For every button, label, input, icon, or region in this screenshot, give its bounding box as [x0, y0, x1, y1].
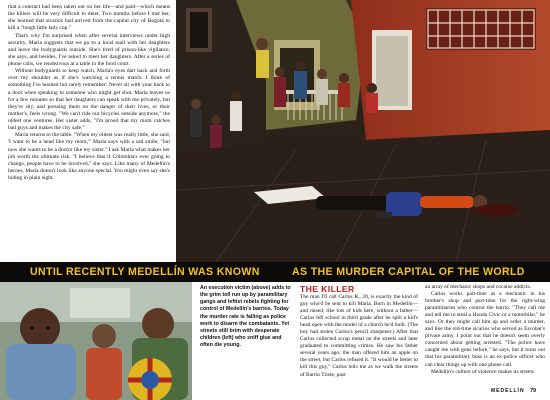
article-paragraph: Carlos works part-time as a mechanic in his brother's shop and part-time for the right-wing paramilitaries who control the barrio. "They call me and tell me to steal a Honda Civic or a motorbike," he says. Or they might call him up and order a murder, and like the old-time sicarios who served as Escobar's private army. I point out that he doesn't seem overly concerned about getting arrested. "The police have caught me with guns before," he says, but it turns out that his paramilitary boss is an ex-police officer who can clear things up with one phone call.	[425, 291, 545, 368]
body-paragraph: That's why I'm surprised when after several interviews under high security, María suggests that we go to a local mall with her daughters and leave the bodyguards outside. She's tired of prison-like vigilance, she says, and besides, I've asked to meet her daughters. After a series of phone calls, we rendezvous at a table in the food court.	[8, 32, 170, 67]
photo-caption: An execution victim (above) adds to the grim toll run up by paramilitary gangs and leftist rebels fighting for control of Medellín's barrios. Today the murder rate is falling as police work to disarm the combatants. Yet streets still brim with desperate children (left) who sniff glue and often die young.	[200, 285, 291, 349]
left-text-column	[0, 0, 176, 262]
children-scene-illustration	[0, 282, 192, 400]
main-photo	[176, 0, 550, 262]
article-paragraph: an array of mechanic shops and cocaine addicts.	[425, 284, 531, 290]
headline-right: AS THE MURDER CAPITAL OF THE WORLD	[292, 266, 525, 278]
body-paragraph: María returns to the table. "When my oldest was really little, she said, 'I want to be a head like my mom,'" María says with a sad smile, "but now she wants to be a doctor like my sister." I ask María what makes her job worth the ultimate risk. "I believe that if Colombia's ever going to change, people have to be involved," she says. Like many of Medellín's heroes, María doesn't look like anyone special. You might even say she's hiding in plain sight.	[8, 132, 170, 181]
article-paragraph: Medellín's culture of violence makes its streets	[431, 368, 535, 375]
section-heading: THE KILLER	[300, 284, 355, 294]
article-column-a	[300, 294, 418, 398]
folio-magazine: MEDELLÍN	[491, 388, 525, 394]
page-number: 79	[529, 388, 537, 394]
article-column-b	[425, 284, 545, 376]
street-scene-illustration	[176, 0, 550, 262]
page-folio	[491, 388, 536, 394]
children-photo	[0, 282, 192, 400]
body-paragraph: that a contract had been taken out on her life—and paid—which means the killers will be very difficult to deter. Two months before I met her, she learned that sicarios had arrived from the capital city of Bogotá to kill a "tough little lady cop."	[8, 4, 170, 32]
headline-left: UNTIL RECENTLY MEDELLÍN WAS KNOWN	[30, 266, 260, 278]
headline-band	[0, 262, 550, 282]
body-paragraph: Without bodyguards to keep watch, María's eyes dart back and forth over my shoulder as if she's watching a tennis match. I think of something I've learned but rarely remember: Never sit with your back to a door when speaking to someone who might get shot. María leaves us for a few minutes so that her daughters can speak with me privately, but they're shy, and pressing them on the danger of their lives, or their mother's, feels wrong. "We can't ride our bicycles outside anymore," the oldest one ventures. Her sister adds, "I'm proud that my mom catches bad guys and makes the city safe."	[8, 68, 170, 132]
article-paragraph: The man I'll call Carlos R., 20, is exactly the kind of guy who'd be sent to kill María. Born in Medellín—and raised, like lots of kids here, without a father—Carlos left school in third grade after he split a kid's head open with the model of a church he'd built. (The boy had stolen Carlos's pencil sharpener.) After that Carlos collected scrap metal on the streets and later graduated to committing crimes. He saw his father several years ago; the man offered him an apple on the street, but Carlos refused it. "It would be better to kill this guy," Carlos tells me as we walk the streets of Barrio Triste, past	[300, 294, 418, 378]
